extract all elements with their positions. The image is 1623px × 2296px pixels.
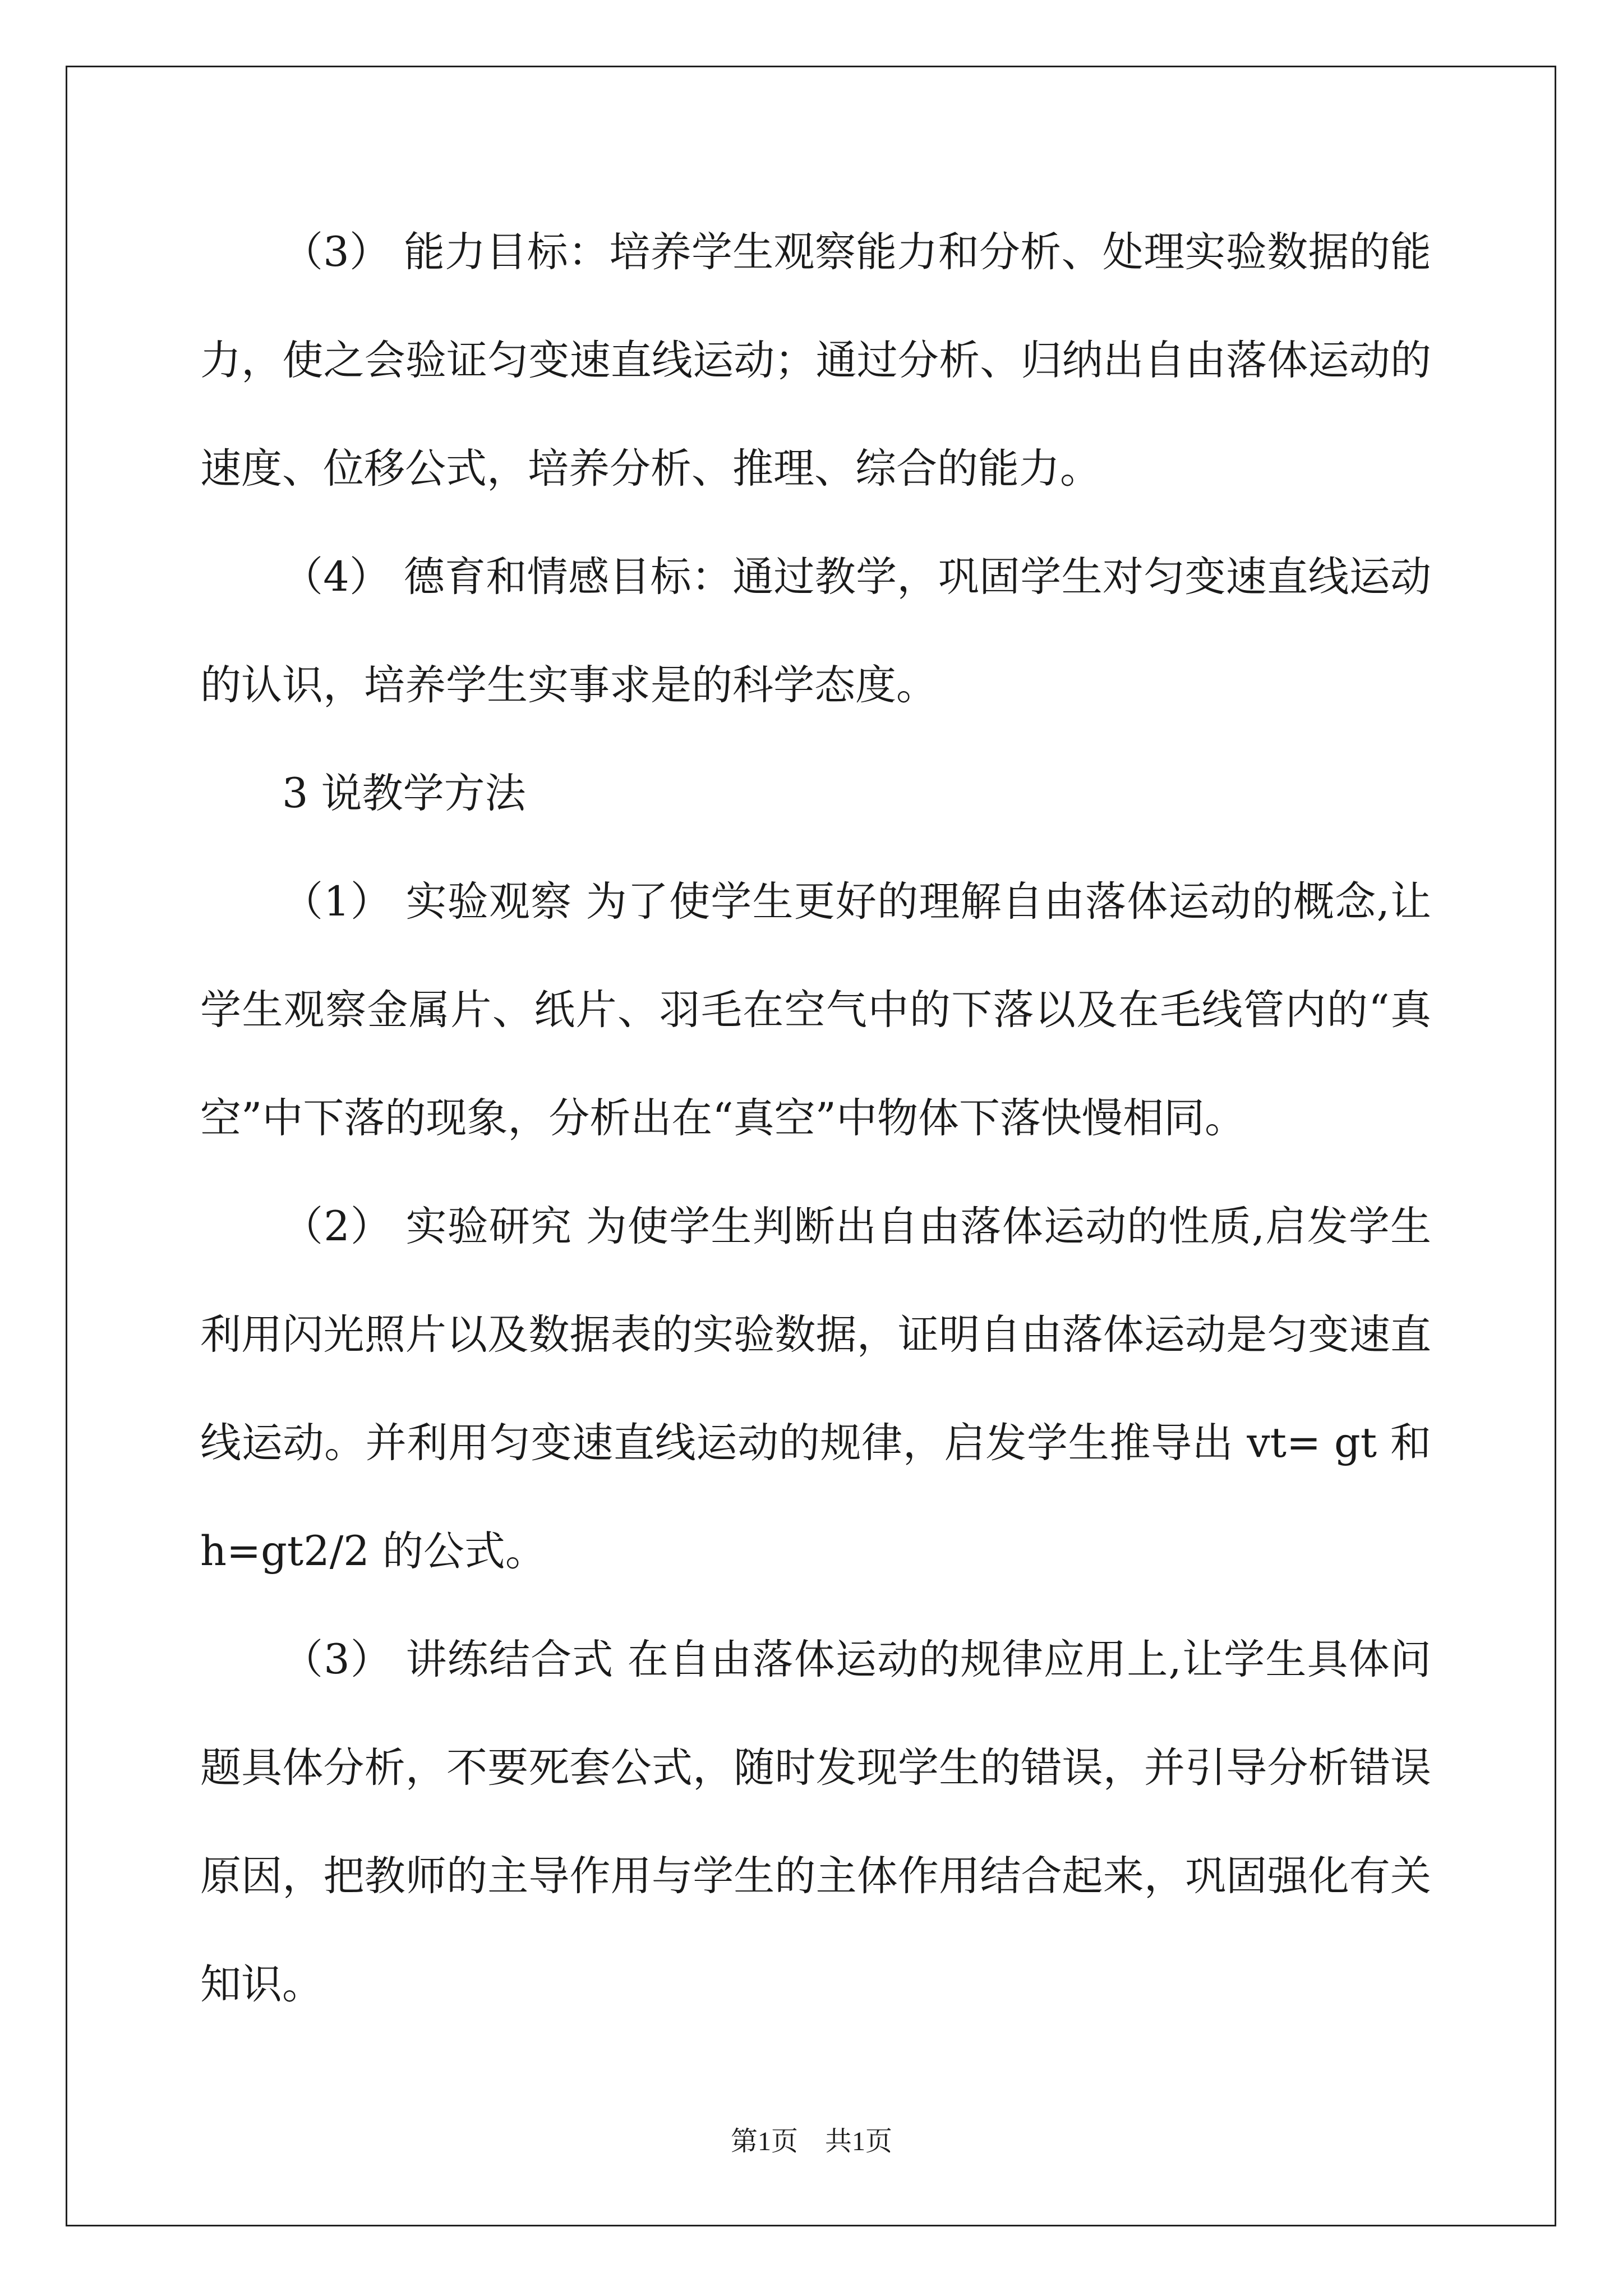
page-total: 共1页 — [825, 2127, 893, 2156]
page-number: 第1页 — [730, 2127, 798, 2156]
paragraph-ability-goal: （3） 能力目标：培养学生观察能力和分析、处理实验数据的能力，使之会验证匀变速直线运动；通过分析、归纳出自由落体运动的速度、位移公式，培养分析、推理、综合的能力。 — [200, 228, 1431, 493]
paragraph-experiment-research: （2） 实验研究 为使学生判断出自由落体运动的性质,启发学生利用闪光照片以及数据表的实验数据，证明自由落体运动是匀变速直线运动。并利用匀变速直线运动的规律，启发学生推导出 vt= gt 和h=gt2/2 的公式。 — [200, 1203, 1431, 1575]
paragraph-moral-goal: （4） 德育和情感目标：通过教学，巩固学生对匀变速直线运动的认识，培养学生实事求是的科学态度。 — [200, 553, 1431, 709]
section-heading-teaching-method: 3 说教学方法 — [282, 770, 526, 817]
page-footer — [0, 2125, 1623, 2159]
paragraph-experiment-observation: （1） 实验观察 为了使学生更好的理解自由落体运动的概念,让学生观察金属片、纸片、羽毛在空气中的下落以及在毛线管内的“真空”中下落的现象，分析出在“真空”中物体下落快慢相同。 — [200, 878, 1431, 1142]
paragraph-lecture-practice: （3） 讲练结合式 在自由落体运动的规律应用上,让学生具体问题具体分析，不要死套公式，随时发现学生的错误，并引导分析错误原因，把教师的主导作用与学生的主体作用结合起来，巩固强化有关知识。 — [200, 1636, 1431, 2008]
